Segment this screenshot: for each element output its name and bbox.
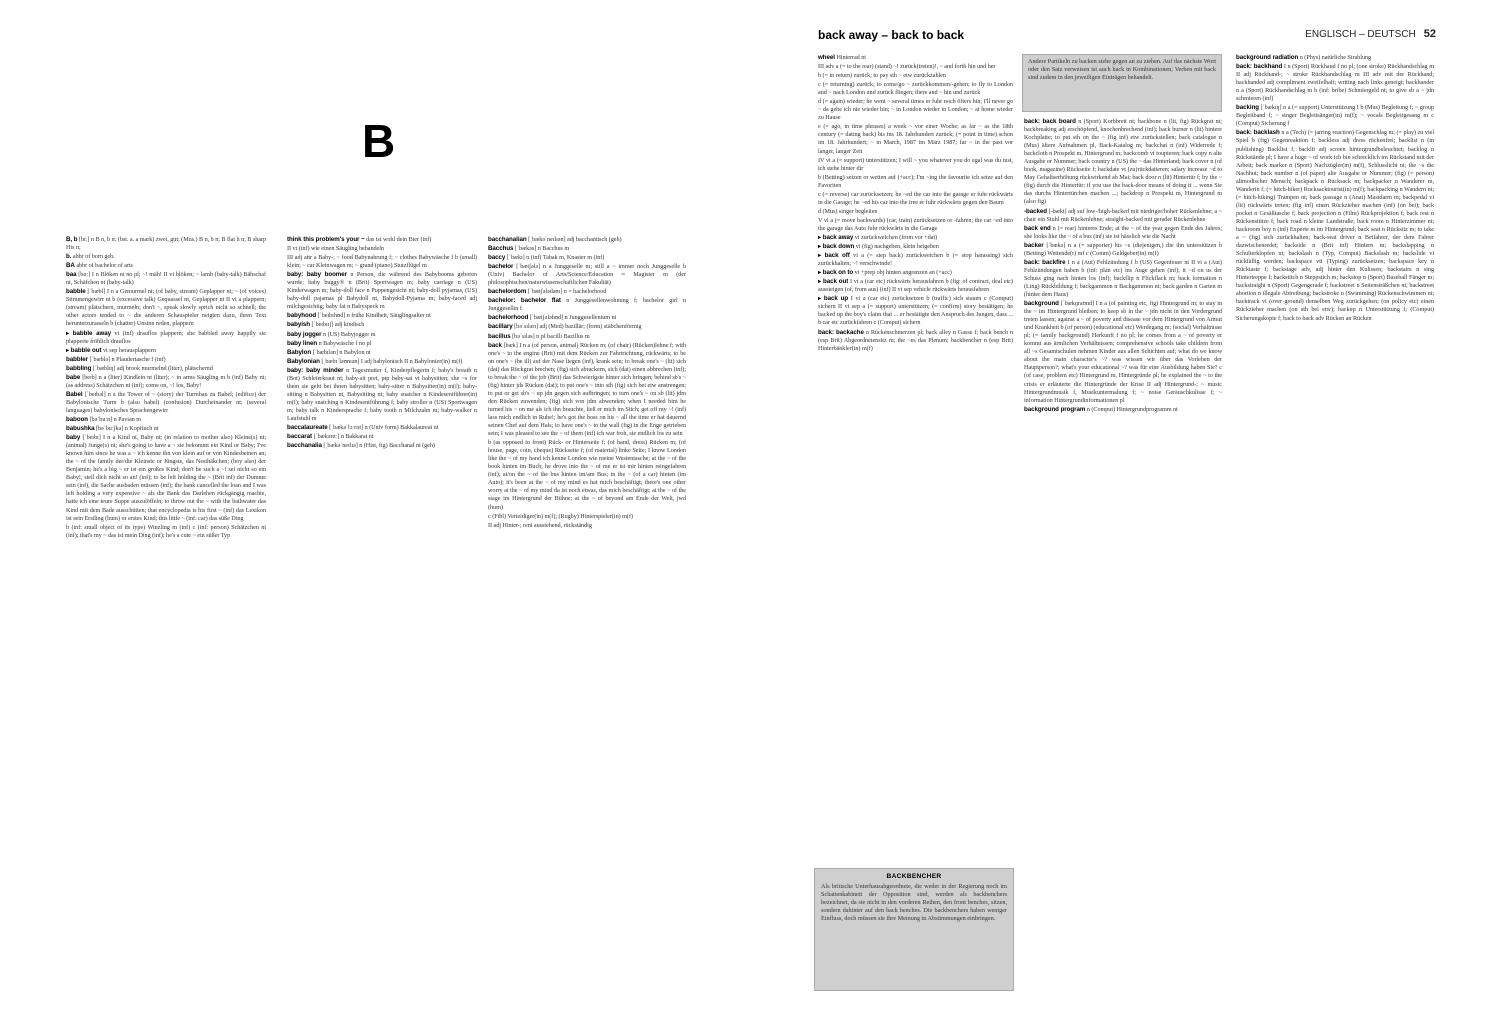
entry-headword: bacchanalia bbox=[287, 442, 322, 450]
entry-headword: Babylonian bbox=[287, 357, 320, 365]
dictionary-entry bbox=[1236, 129, 1434, 322]
entry-definition: vi (fig) nachgeben, klein beigeben bbox=[855, 243, 939, 251]
dictionary-entry bbox=[488, 297, 686, 313]
dictionary-entry bbox=[287, 442, 477, 450]
entry-definition: [ˌbækəˈneɪlɪə] n (Hist, fig) Bacchanal nt (geh) bbox=[323, 442, 435, 450]
dictionary-entry bbox=[287, 245, 477, 253]
entry-definition: n (= rear) hinteres Ende; at the ~ of the year gegen Ende des Jahres; she looks like the ~ of a bus (inf) sie ist hässlich wie die Nacht bbox=[1024, 224, 1222, 240]
entry-headword: babushka bbox=[66, 425, 95, 433]
entry-definition: [ˈbækɡraʊnd] I n a (of painting etc, fig) Hintergrund m; to stay in the ~ im Hintergrund bleiben; to keep sb in the ~ jdn nicht in den Vordergrund treten lassen; against a ~ of poverty and disease vor dem Hintergrund von Armut und Krankheit b (of person) (educational etc) Werdegang m; (social) Verhältnisse pl; (= family background) Herkunft f no pl; he comes from a ~ of poverty er kommt aus ärmlichen Verhältnissen; comprehensive schools take children from all ~s Gesamtschulen nehmen Kinder aus allen Schichten auf; what do we know about the main character's ~? was wissen wir über das Vorleben der Hauptperson?; what's your educational ~? was für eine Ausbildung haben Sie? c (of case, problem etc) Hintergrund m, Hintergründe pl; he explained the ~ to the crisis er erläuterte die Hintergründe der Krise II adj Hintergrund-; ~ music Hintergrundmusik f, Musikuntermalung f; ~ noise Geräuschkulisse f; ~ information Hintergrundinformationen pl bbox=[1024, 300, 1222, 404]
dictionary-entry bbox=[818, 54, 1013, 62]
entry-definition: [bəˈbuːʃkə] n Kopftuch nt bbox=[95, 425, 159, 433]
entry-definition: c (Ftbl) Verteidiger(in) m(f); (Rugby) Hinterspieler(in) m(f) bbox=[488, 512, 633, 520]
entry-headword: backer bbox=[1024, 241, 1044, 249]
dictionary-entry bbox=[818, 269, 1013, 277]
entry-definition: abbr of born geb. bbox=[72, 253, 115, 261]
entry-definition: b (Betting) setzen or wetten auf (+acc); I'm ~ing the favourite ich setze auf den Favoriten bbox=[818, 173, 1013, 189]
entry-headword: baa bbox=[66, 271, 77, 279]
dictionary-entry bbox=[287, 312, 477, 320]
dictionary-entry bbox=[818, 329, 1013, 353]
entry-definition: [ˈbeɪbɪhʊd] n frühe Kindheit, Säuglingsalter nt bbox=[317, 312, 431, 320]
dictionary-entry bbox=[287, 367, 477, 423]
entry-definition: [bɑː] I n Blöken nt no pl; ~! mäh! II vi blöken; ~ lamb (baby-talk) Bähschaf nt, Schäfchen nt (baby-talk) bbox=[66, 271, 266, 287]
entry-definition: [ˌbæbɪˈləʊnɪən] I adj babylonisch II n Babylonier(in) m(f) bbox=[321, 357, 463, 365]
entry-definition: n (US) Babyjogger m bbox=[323, 330, 376, 338]
dictionary-entry bbox=[287, 236, 477, 244]
dictionary-entry bbox=[488, 513, 686, 521]
entry-definition: V vi a (= move backwards) (car, train) zurücksetzen or -fahren; the car ~ed into the garage das Auto fuhr rückwärts in die Garage bbox=[818, 216, 1013, 232]
dictionary-entry bbox=[66, 288, 266, 328]
entry-definition: [bəˈsɪlərɪ] adj (Med) bazillär; (form) stäbchenförmig bbox=[514, 323, 642, 331]
dictionary-entry bbox=[818, 174, 1013, 190]
dictionary-entry bbox=[287, 349, 477, 357]
entry-definition: II vt (inf) wie einen Säugling behandeln bbox=[287, 245, 384, 253]
dictionary-entry bbox=[488, 236, 686, 244]
entry-definition: IV vt a (= support) unterstützen; I will ~ you whatever you do egal was du tust, ich stehe hinter dir bbox=[818, 156, 1013, 172]
entry-definition: [ˌbækəˈlɔːrɪɪt] n (Univ form) Bakkalaureat nt bbox=[329, 424, 439, 432]
dictionary-entry bbox=[1024, 225, 1222, 241]
entry-definition: [ˈbækɪŋ] n a (= support) Unterstützung f b (Mus) Begleitung f; ~ group Begleitband f; ~ singer Begleitsänger(in) m(f); ~ vocals Begleitgesang m c (Comput) Sicherung f bbox=[1236, 104, 1434, 128]
dictionary-entry bbox=[66, 330, 266, 346]
dictionary-entry bbox=[1024, 300, 1222, 405]
entry-headword: background program bbox=[1024, 405, 1086, 413]
culture-note-box bbox=[814, 868, 1014, 991]
dictionary-entry bbox=[287, 254, 477, 270]
entry-definition: [bəˈsɪləs] n pl bacilli Bazillus m bbox=[512, 332, 590, 340]
dictionary-entry bbox=[818, 217, 1013, 233]
dictionary-entry bbox=[1024, 406, 1222, 414]
entry-headword: baby jogger bbox=[287, 330, 322, 338]
entry-definition: Hinterrad nt bbox=[836, 54, 866, 61]
dictionary-entry bbox=[1024, 259, 1222, 299]
page-number: 52 bbox=[1423, 28, 1436, 40]
dictionary-entry bbox=[287, 271, 477, 311]
entry-headword: background radiation bbox=[1236, 54, 1299, 61]
entry-headword: baby linen bbox=[287, 339, 318, 347]
dictionary-entry bbox=[818, 81, 1013, 97]
entry-definition: I vi a (car etc) rückwärts herausfahren b (fig: of contract, deal etc) aussteigen (of, from aus) (inf) II vt sep vehicle rückwärts herausfahren bbox=[818, 278, 1013, 294]
entry-headword: Babylon bbox=[287, 348, 312, 356]
dictionary-entry bbox=[1236, 54, 1434, 62]
entry-definition: [ˈbækɪ] n (inf) Tabak m, Knaster m (inf) bbox=[506, 254, 605, 262]
entry-definition: [ˈbætʃələ] n a Junggeselle m; still a ~ immer noch Junggeselle b (Univ) Bachelor of Arts/Science/Education ≈ Magister m (der philosophischen/naturwissenschaftlichen Fakultät) bbox=[488, 263, 686, 287]
entry-definition: n Rückenschmerzen pl; back alley n Gasse f; back bench n (esp Brit) Abgeordnetensitz m; the ~es das Plenum; backbencher n (esp Brit) Hinterbänkler(in) m(f) bbox=[818, 328, 1013, 352]
entry-definition: vt sep herausplappern bbox=[103, 346, 156, 354]
dictionary-column-right-3 bbox=[1236, 54, 1434, 991]
entry-headword: backing bbox=[1236, 104, 1260, 112]
entry-headword: baccalaureate bbox=[287, 424, 328, 432]
dictionary-entry bbox=[66, 253, 266, 261]
entry-definition: c (= reverse) car zurücksetzen; he ~ed the car into the garage er fuhr rückwärts in die Garage; he ~ed his car into the tree er fuhr rückwärts gegen den Baum bbox=[818, 190, 1013, 206]
entry-headword: -backed bbox=[1024, 207, 1048, 215]
dictionary-entry bbox=[66, 391, 266, 415]
entry-headword: back: backlash bbox=[1236, 129, 1280, 137]
entry-definition: I n (Sport) Rückhand f no pl; (one stroke) Rückhandschlag m II adj Rückhand-; ~ stroke Rückhandschlag m III adv mit der Rückhand; backhanded adj compliment zweifelhaft; writing nach links geneigt; backhander n a (Sport) Rückhandschlag m b (inf: bribe) Schmiergeld nt; to give sb a ~ jdn schmieren (inf) bbox=[1236, 63, 1434, 103]
entry-definition: n Tagesmutter f, Kinderpflegerin f; baby's breath n (Bot) Schleierkraut nt; baby-sit pret, ptp baby-sat vi babysitten; she ~s for them sie geht bei ihnen babysitten; baby-sitter n Babysitter(in) m(f); baby-sitting n Babysitten nt, Babysitting nt; baby snatcher n Kindesentführer(in) m(f); baby snatching n Kindesentführung f; baby stroller n (US) Sportwagen m; baby talk n Kindersprache f; baby tooth n Milchzahn m; baby-walker n Laufstuhl m bbox=[287, 366, 477, 422]
dictionary-entry bbox=[818, 295, 1013, 327]
section-label: ENGLISCH – DEUTSCH bbox=[1305, 29, 1416, 40]
culture-note-title: BACKBENCHER bbox=[886, 873, 942, 880]
dictionary-entry bbox=[1024, 242, 1222, 258]
entry-definition: [ˈbækəs] n Bacchus m bbox=[514, 245, 570, 253]
dictionary-column-left-3 bbox=[488, 236, 686, 991]
entry-definition: abbr of bachelor of arts bbox=[76, 262, 133, 270]
entry-definition: [ˈbæblɪŋ] adj brook murmelnd (liter), plätschernd bbox=[92, 364, 213, 372]
entry-definition: [ˈbæbl] I n a Gemurmel nt; (of baby, stream) Geplapper nt; ~ (of voices) Stimmengewirr nt b (excessive talk) Gequassel nt, Geplapper nt II vi a plappern; (stream) plätschern, murmeln; don't ~, speak slowly sprich nicht so schnell; the other actors tended to ~ die anderen Schauspieler neigten dazu, ihren Text herunterzurasseln b (chatter) Unsinn reden, plappern bbox=[66, 288, 266, 328]
entry-definition: [ˈbeɪbɪɪʃ] adj kindisch bbox=[311, 321, 365, 329]
entry-headword: ▸ babble out bbox=[66, 346, 102, 354]
dictionary-entry bbox=[287, 424, 477, 432]
entry-headword: b. bbox=[66, 253, 72, 261]
dictionary-entry bbox=[818, 234, 1013, 242]
entry-definition: das ist wohl dein Bier (inf) bbox=[366, 236, 432, 243]
dictionary-entry bbox=[818, 123, 1013, 155]
entry-definition: III adv a (= to the rear) (stand) ~! zurück(treten)!, ~ and forth hin und her bbox=[818, 63, 996, 71]
culture-note-text: Als britische Unterhausabgeordnete, die weder in der Regierung noch im Schattenkabinett der Opposition sind, werden als backbenchers bezeichnet, da sie nicht in den vorderen Reihen, den front benches, sitzen, sondern dahinter auf den back benches. Die backbenchers haben weniger Einfluss, doch müssen sie ihre Meinung in Abstimmungen einbringen. bbox=[821, 883, 1007, 923]
entry-definition: e (= ago, in time phrases) a week ~ vor einer Woche; as far ~ as the 18th century (= dating back) bis ins 18. Jahrhundert zurück; (= point in time) schon im 18. Jahrhundert; ~ in March, 1987 im März 1987; far ~ in the past vor langer, langer Zeit bbox=[818, 123, 1013, 155]
entry-headword: think this problem's your ~ bbox=[287, 236, 365, 243]
entry-definition: b (= in return) zurück; to pay sth ~ etw zurückzahlen bbox=[818, 72, 946, 80]
dictionary-entry bbox=[818, 208, 1013, 216]
entry-definition: vi a (= step back) zurückweichen b (= stop harassing) sich zurückhalten; ~! verschwinde! bbox=[818, 252, 1013, 268]
entry-headword: babble bbox=[66, 288, 86, 296]
entry-definition: d (= again) wieder; he went ~ several times er fuhr noch öfters hin; I'll never go ~ da gehe ich nie wieder hin; ~ in London wieder in London; ~ at home wieder zu Hause bbox=[818, 98, 1013, 122]
dictionary-entry bbox=[287, 321, 477, 329]
entry-headword: bachelordom bbox=[488, 288, 527, 296]
entry-headword: wheel bbox=[818, 54, 835, 61]
entry-definition: II adj Hinter-; rent ausstehend, rückständig bbox=[488, 521, 592, 529]
dictionary-entry bbox=[488, 342, 686, 439]
dictionary-entry bbox=[66, 425, 266, 433]
entry-definition: [ˈbæblə] n Plaudertasche f (inf) bbox=[89, 355, 166, 363]
entry-definition: vi +prep obj hinten angrenzen an (+acc) bbox=[854, 269, 952, 277]
entry-definition: d (Mus) singer begleiten bbox=[818, 207, 878, 215]
entry-headword: ▸ back out bbox=[818, 278, 849, 286]
dictionary-entry bbox=[66, 271, 266, 287]
usage-note-box bbox=[1022, 54, 1222, 112]
entry-headword: back: backache bbox=[818, 328, 864, 336]
usage-note-text: Andere Partikeln zu backen siehe gegen an zu ziehen. Auf das nächste Wort oder den Satz verweisen ist auch back in Kombinationen; Verben mit back sind zudem in den jeweiligen Einträgen behandelt. bbox=[1028, 58, 1216, 82]
entry-headword: ▸ back off bbox=[818, 252, 850, 260]
entry-definition: c (= returning) zurück; to come/go ~ zurückkommen/-gehen; to fly to London and ~ nach London und zurück fliegen; there and ~ hin und zurück bbox=[818, 81, 1013, 97]
entry-definition: [ˈbeɪbəl] n a the Tower of ~ (story) der Turmbau zu Babel; (edifice) der Babylonische Turm b (also babel) (confusion) Durcheinander nt; (several languages) babylonisches Sprachengewirr bbox=[66, 390, 266, 414]
dictionary-entry bbox=[287, 433, 477, 441]
entry-headword: bachelorhood bbox=[488, 314, 529, 322]
entry-definition: [beɪb] n a (liter) Kindlein nt (liter); ~ in arms Säugling m b (inf) Baby nt; (as address) Schätzchen nt (inf); come on, ~! los, Baby! bbox=[66, 373, 266, 389]
dictionary-entry bbox=[66, 365, 266, 373]
dictionary-entry bbox=[287, 340, 477, 348]
dictionary-entry bbox=[66, 236, 266, 252]
entry-headword: bacillus bbox=[488, 332, 511, 340]
entry-definition: [ˈbætʃələdəm] n = bachelorhood bbox=[527, 288, 607, 296]
entry-headword: background bbox=[1024, 300, 1059, 308]
entry-definition: n (Comput) Hintergrundprogramm nt bbox=[1086, 405, 1178, 413]
dictionary-entry bbox=[488, 439, 686, 511]
entry-headword: ▸ back away bbox=[818, 233, 854, 241]
dictionary-entry bbox=[818, 191, 1013, 207]
entry-headword: back: backfire bbox=[1024, 258, 1066, 266]
entry-headword: baby: baby boomer bbox=[287, 271, 348, 279]
dictionary-column-left-2 bbox=[287, 236, 477, 991]
dictionary-entry bbox=[488, 288, 686, 296]
dictionary-entry bbox=[488, 522, 686, 530]
entry-definition: vi (inf) drauflos plappern; she babbled away happily sie plapperte fröhlich drauflos bbox=[66, 329, 266, 345]
entry-definition: n (Phys) natürliche Strahlung bbox=[1299, 54, 1372, 61]
entry-headword: BA bbox=[66, 262, 75, 270]
entry-definition: I vi a (car etc) zurücksetzen b (traffic) sich stauen c (Comput) sichern II vt sep a (= support) unterstützen; (= confirm) story bestätigen; he backed up the boy's claim that ... er bestätigte den Anspruch des Jungen, dass ... b car etc zurückfahren c (Comput) sichern bbox=[818, 295, 1013, 327]
dictionary-entry bbox=[66, 347, 266, 355]
entry-headword: babyhood bbox=[287, 312, 317, 320]
entry-definition: [ˈbeɪbɪ] I n a Kind nt, Baby nt; (in relation to mother also) Kleine(s) nt; (animal) Junge(s) nt; she's going to have a ~ sie bekommt ein Kind or Baby; I've known him since he was a ~ ich kenne ihn von klein auf or von Kindesbeinen an; the ~ of the family der/die Kleinste or Jüngste, das Nesthäkchen; (boy also) der Benjamin; he's a big ~ er ist ein großes Kind; don't be such a ~! sei nicht so ein Baby!, stell dich nicht so an! (inf); to be left holding the ~ (Brit inf) der Dumme sein (inf), die Sache ausbaden müssen (inf); the bank cancelled the loan and I was left holding a very expensive ~ als die Bank das Darlehen rückgängig machte, hatte ich eine teure Suppe auszulöffeln; to throw out the ~ with the bathwater das Kind mit dem Bade ausschütten; that encyclopedia is his first ~ (inf) das Lexikon ist sein Erstling (hum) or erstes Kind; this little ~ (inf: car) das süße Ding bbox=[66, 434, 266, 522]
entry-headword: babyish bbox=[287, 321, 311, 329]
entry-headword: baby: baby minder bbox=[287, 366, 344, 374]
entry-headword: B, b bbox=[66, 236, 78, 243]
right-page bbox=[750, 0, 1500, 1023]
entry-headword: back end bbox=[1024, 224, 1051, 232]
dictionary-entry bbox=[488, 245, 686, 253]
entry-headword: baccy bbox=[488, 254, 506, 262]
entry-definition: vi zurückweichen (from vor +dat) bbox=[854, 233, 938, 241]
section-letter: B bbox=[362, 115, 396, 167]
dictionary-entry bbox=[488, 263, 686, 287]
entry-headword: bacillary bbox=[488, 323, 513, 331]
entry-headword: ▸ back up bbox=[818, 295, 849, 303]
dictionary-entry bbox=[66, 262, 266, 270]
entry-definition: n a (Tech) (= jarring reaction) Gegenschlag m; (= play) zu viel Spiel b (fig) Gegenreaktion f; backless adj dress rückenfrei; backlist n (in publishing) Backlist f; backlit adj screen hintergrundbeleuchtet; backlog n Rückstände pl; I have a huge ~ of work ich bin schrecklich im Rückstand mit der Arbeit; back marker n (Sport) Nachzügler(in) m(f), Schlusslicht nt; the ~s die Nachhut; back number n (of paper) alte Ausgabe or Nummer; (fig) (= person) altmodischer Mensch; backpack n Rucksack m; backpacker n Wanderer m, Wanderin f; (= hitch-hiker) Rucksacktourist(in) m(f); backpacking n Wandern nt; (= hitch-hiking) Trampen nt; back passage n (Anat) Mastdarm m; backpedal vi (lit) rückwärts treten; (fig inf) einen Rückzieher machen (inf) (on bei); back pocket n Gesäßtasche f; back projection n (Film) Rückprojektion f; back rest n Rückenstütze f; back road n kleine Landstraße; back room n Hinterzimmer nt; backroom boy n (inf) Experte m im Hintergrund; back seat n Rücksitz m; to take a ~ (fig) sich zurückhalten; back-seat driver n Beifahrer, der dem Fahrer dazwischenredet; backside n (Brit inf) Hintern m; backslapping n Schulterklopfen nt; backslash n (Typ, Comput) Backslash m; backslide vi rückfällig werden; backspace vti (Typing) zurücksetzen; backspace key n Rücktaste f; backstage adv, adj hinter den Kulissen; backstairs n sing Hintertreppe f; backstitch n Steppstich m; backstop n (Sport) Baseball Fänger m; backstraight n (Sport) Gegengerade f; backstreet n Seitensträßchen nt; backstreet abortion n illegale Abtreibung; backstroke n (Swimming) Rückenschwimmen nt; backtrack vi (over ground) denselben Weg zurückgehen; (on policy etc) einen Rückzieher machen (on sth bei etw); backup n Unterstützung f; (Comput) Sicherungskopie f; back to back adv Rücken an Rücken bbox=[1236, 129, 1434, 322]
dictionary-entry bbox=[818, 63, 1013, 71]
dictionary-column-left-1 bbox=[66, 236, 266, 991]
entry-headword: babbler bbox=[66, 355, 88, 363]
entry-headword: baboon bbox=[66, 415, 89, 423]
entry-headword: babe bbox=[66, 373, 81, 381]
entry-headword: bachelor bbox=[488, 263, 514, 271]
entry-definition: [bəˈbuːn] n Pavian m bbox=[89, 415, 141, 423]
running-head-entry-range: back away – back to back bbox=[818, 28, 965, 42]
entry-headword: baccarat bbox=[287, 433, 313, 441]
entry-definition: III adj attr a Baby-; ~ food Babynahrung f; ~ clothes Babywäsche f b (small) klein; ~ car Kleinwagen m; ~ grand (piano) Stutzflügel m bbox=[287, 254, 477, 270]
entry-definition: n Junggesellenwohnung f; bachelor girl n Junggesellin f bbox=[488, 297, 686, 313]
entry-headword: back: backhand bbox=[1236, 63, 1283, 71]
dictionary-entry bbox=[1024, 118, 1222, 207]
dictionary-entry bbox=[818, 252, 1013, 268]
dictionary-entry bbox=[488, 323, 686, 331]
dictionary-column-right-1 bbox=[818, 54, 1013, 991]
dictionary-column-right-2 bbox=[1024, 118, 1222, 991]
entry-definition: [biː] n B n, b n; (bst. a. a mark) zwei, gut; (Mus.) B n, b n; B flat h n; B sharp His n; bbox=[66, 236, 266, 252]
entry-definition: [ˌbækəˈneɪlɪən] adj bacchantisch (geh) bbox=[528, 236, 622, 243]
entry-definition: [-bækt] adj suf low-/high-backed mit niedriger/hoher Rückenlehne; a ~ chair ein Stuhl mit Rückenlehne; straight-backed mit gerader Rückenlehne bbox=[1024, 207, 1222, 223]
entry-headword: Babel bbox=[66, 390, 83, 398]
dictionary-entry bbox=[66, 434, 266, 523]
entry-definition: b (inf: small object of its type) Winzling m (inf) c (inf: person) Schätzchen nt (inf); that's my ~ das ist mein Ding (inf); he's a cute ~ ein süßer Typ bbox=[66, 523, 266, 539]
entry-definition: [bæk] I n a (of person, animal) Rücken m; (of chair) (Rücken)lehne f; with one's ~ to the engine (Brit) mit dem Rücken zur Fahrtrichtung, rückwärts; to be on one's ~ (be ill) auf der Nase liegen (inf), krank sein; to break one's ~ (lit) sich (dat) das Rückgrat brechen; (fig) sich abrackern, sich (dat) einen abbrechen (inf); to break the ~ of the job (Brit) das Schwierigste hinter sich bringen; behind sb's ~ (fig) hinter jds Rücken (dat); to put one's ~ into sth (fig) sich bei etw anstrengen; to put or get sb's ~ up jdn gegen sich aufbringen; to turn one's ~ on sb (lit) jdm den Rücken zuwenden; (fig) sich von jdm abwenden; when I needed him he turned his ~ on me als ich ihn brauchte, ließ er mich im Stich; get off my ~! (inf) lass mich endlich in Ruhe!; he's got the boss on his ~ all the time er hat dauernd seinen Chef auf dem Hals; to have one's ~ to the wall (fig) in die Enge getrieben sein; I was pleased to see the ~ of them (inf) ich war froh, sie endlich los zu sein bbox=[488, 341, 686, 438]
dictionary-entry bbox=[66, 524, 266, 540]
entry-definition: I n a (Aut) Fehlzündung f b (US) Gegenfeuer nt II vi a (Aut) Fehlzündungen haben b (inf: plan etc) ins Auge gehen (inf); it ~d on us der Schuss ging nach hinten los (inf); backflip n Flickflack m; back formation n (Ling) Rückbildung f; backgammon n Backgammon nt; back garden n Garten m (hinter dem Haus) bbox=[1024, 258, 1222, 298]
entry-headword: back bbox=[488, 341, 502, 349]
running-head-section bbox=[1305, 28, 1436, 40]
entry-definition: [ˈbætʃələhʊd] n Junggesellentum nt bbox=[529, 314, 617, 322]
dictionary-entry bbox=[66, 374, 266, 390]
dictionary-entry bbox=[818, 243, 1013, 251]
entry-definition: n Person, die während des Babybooms geboren wurde; baby buggy® n (Brit) Sportwagen m; baby carriage n (US) Kinderwagen m; baby-doll face n Puppengesicht nt; baby-doll pyjamas, (US) baby-doll pajamas pl Babydoll nt, Babydoll-Pyjama m; baby-faced adj milchgesichtig; baby fat n Babyspeck m bbox=[287, 271, 477, 311]
dictionary-entry bbox=[818, 72, 1013, 80]
dictionary-entry bbox=[1236, 104, 1434, 128]
entry-definition: n (Sport) Korbbrett nt; backbone n (lit, fig) Rückgrat nt; backbreaking adj erschöpfend, knochenbrechend (inf); back burner n (lit) hintere Kochplatte; to put sth on the ~ (fig inf) etw zurückstellen; back catalogue n (Mus) ältere Aufnahmen pl, Back-Katalog m; backchat n (inf) Widerrede f; backcloth n Prospekt m, Hintergrund m; backcomb vt toupieren; back copy n alte Ausgabe or Nummer; back country n (US) the ~ das Hinterland; back cover n (of book, magazine) Rückseite f; backdate vt (zu)rückdatieren; salary increase ~d to May Gehaltserhöhung rückwirkend ab Mai; back door n (lit) Hintertür f; by the ~ (fig) durch die Hintertür; if you use the back-door means of doing it ... wenn Sie das durchs Hintertürchen machen ...; backdrop n Prospekt m, Hintergrund m (also fig) bbox=[1024, 118, 1222, 206]
dictionary-entry bbox=[1024, 208, 1222, 224]
dictionary-entry bbox=[488, 333, 686, 341]
entry-headword: ▸ back on to bbox=[818, 269, 854, 277]
dictionary-entry bbox=[66, 356, 266, 364]
dictionary-entry bbox=[287, 358, 477, 366]
dictionary-entry bbox=[818, 98, 1013, 122]
entry-headword: baby bbox=[66, 434, 81, 442]
entry-definition: n Babywäsche f no pl bbox=[318, 339, 372, 347]
entry-headword: ▸ babble away bbox=[66, 329, 111, 337]
dictionary-entry bbox=[1236, 63, 1434, 103]
entry-headword: bacchanalian bbox=[488, 236, 527, 243]
entry-headword: Bacchus bbox=[488, 245, 514, 253]
dictionary-entry bbox=[488, 254, 686, 262]
dictionary-entry bbox=[818, 278, 1013, 294]
entry-definition: [ˈbækərɑː] n Bakkarat nt bbox=[313, 433, 374, 441]
dictionary-entry bbox=[66, 416, 266, 424]
entry-headword: bachelor: bachelor flat bbox=[488, 297, 561, 305]
entry-headword: ▸ back down bbox=[818, 243, 855, 251]
entry-definition: [ˈbækə] n a (= supporter) his ~s (diejenigen,) die ihn unterstützen b (Betting) Wettende(r) mf c (Comm) Geldgeber(in) m(f) bbox=[1024, 241, 1222, 257]
dictionary-entry bbox=[287, 331, 477, 339]
entry-headword: babbling bbox=[66, 364, 92, 372]
entry-headword: back: back board bbox=[1024, 118, 1076, 125]
entry-definition: [ˈbæbɪlən] n Babylon nt bbox=[312, 348, 371, 356]
dictionary-entry bbox=[488, 314, 686, 322]
entry-definition: b (as opposed to front) Rück- or Hinterseite f; (of hand, dress) Rücken m; (of house, page, coin, cheque) Rückseite f; (of material) linke Seite; I know London like the ~ of my hand ich kenne London wie meine Westentasche; at the ~ of the book hinten im Buch; he drove into the ~ of me er ist mir hinten reingefahren (inf); at/on the ~ of the bus hinten im/am Bus; in the ~ (of a car) hinten (im Auto); it's been at the ~ of my mind es hat mich beschäftigt; there's one other worry at the ~ of my mind da ist noch etwas, das mich beschäftigt; at the ~ of the stage im Hintergrund der Bühne; at the ~ of beyond am Ende der Welt, jwd (hum) bbox=[488, 439, 686, 511]
dictionary-entry bbox=[818, 157, 1013, 173]
